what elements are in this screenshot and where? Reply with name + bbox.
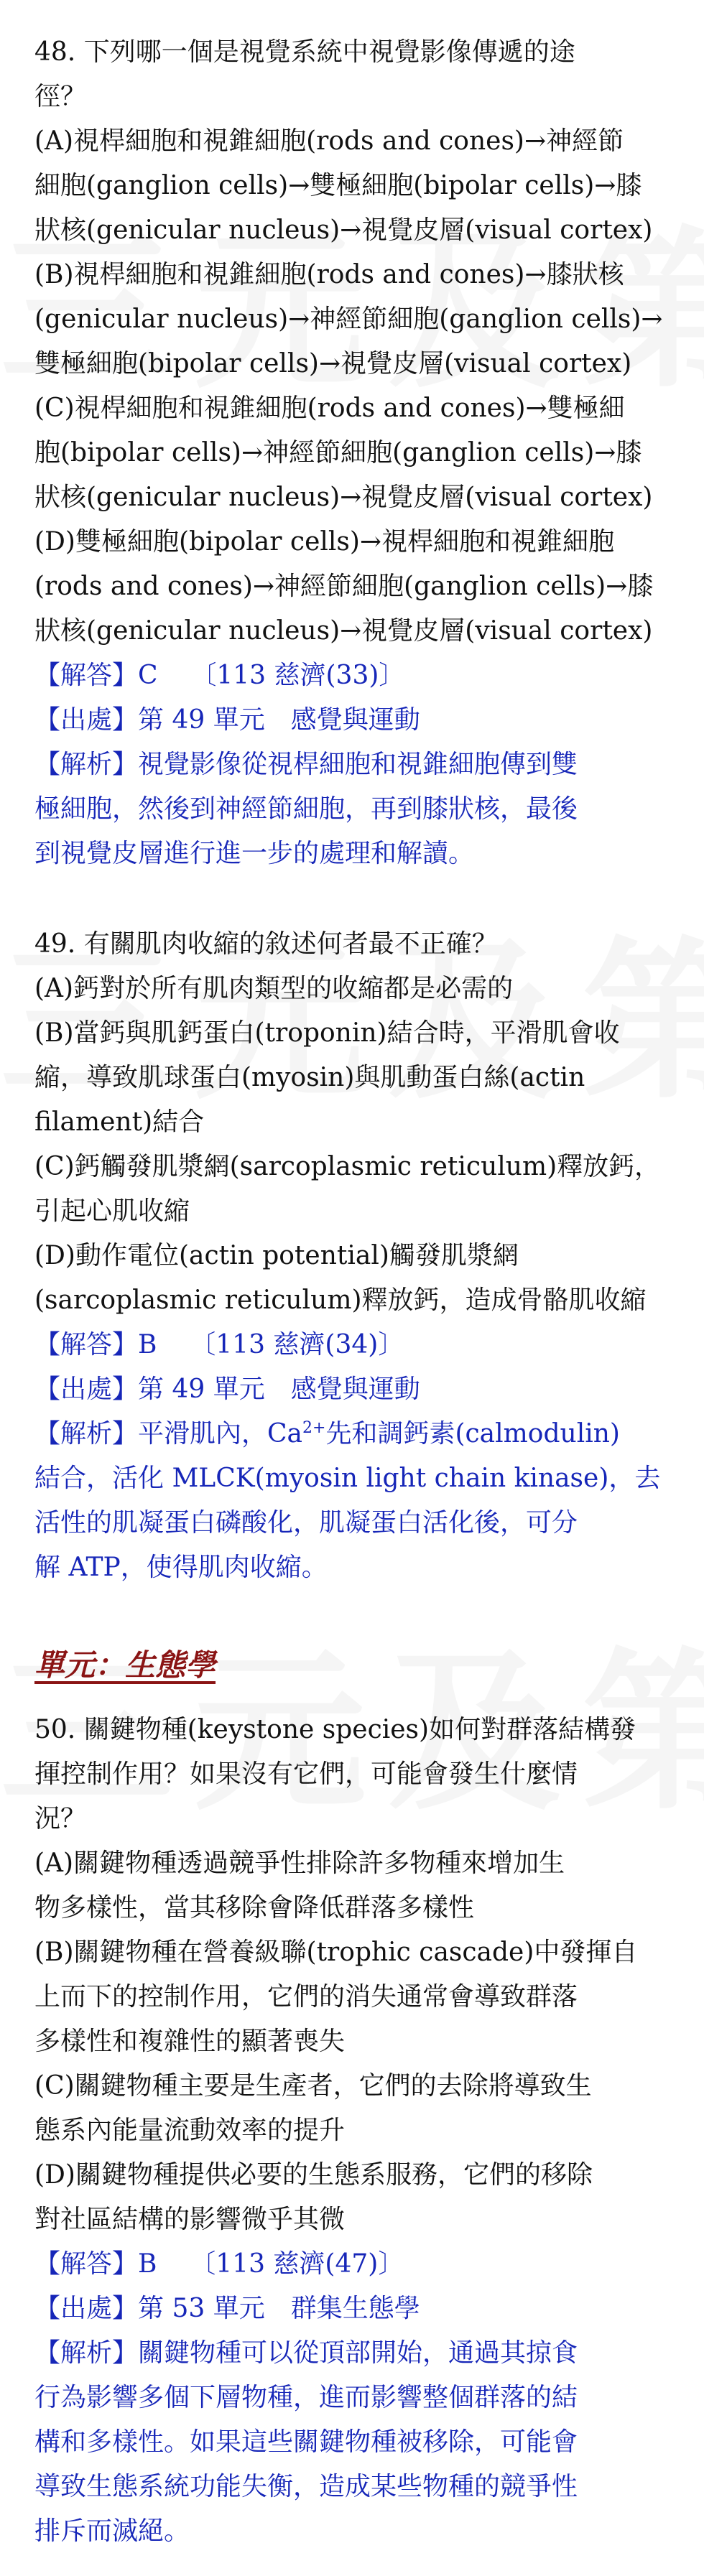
source-tag: 【出處】 bbox=[34, 1375, 139, 1404]
answer-tag: 【解答】 bbox=[34, 2249, 139, 2279]
answer-source: 〔113 慈濟(47)〕 bbox=[190, 2249, 404, 2279]
question-48-option-line-3: 狀核(genicular nucleus)→視覺皮層(visual cortex) bbox=[34, 215, 653, 245]
source-value: 第 53 單元 群集生態學 bbox=[138, 2294, 420, 2323]
question-48-option-line-6: 雙極細胞(bipolar cells)→視覺皮層(visual cortex) bbox=[34, 349, 632, 378]
question-49-option-line-3: 縮，導致肌球蛋白(myosin)與肌動蛋白絲(actin bbox=[34, 1063, 585, 1092]
question-50-stem-line-3: 況？ bbox=[34, 1804, 87, 1833]
answer-tag: 【解答】 bbox=[34, 1330, 139, 1359]
question-48-option-line-8: 胞(bipolar cells)→神經節細胞(ganglion cells)→膝 bbox=[34, 438, 642, 468]
question-49-option-line-8: (sarcoplasmic reticulum)釋放鈣，造成骨骼肌收縮 bbox=[34, 1285, 647, 1315]
question-48-option-line-1: (A)視桿細胞和視錐細胞(rods and cones)→神經節 bbox=[34, 126, 624, 156]
question-49-source bbox=[34, 1367, 681, 1412]
question-48-option-line-10: (D)雙極細胞(bipolar cells)→視桿細胞和視錐細胞 bbox=[34, 527, 615, 557]
spacer bbox=[34, 876, 681, 922]
analysis-text-post: 先和調鈣素(calmodulin) bbox=[325, 1419, 620, 1449]
question-49-option-line-2: (B)當鈣與肌鈣蛋白(troponin)結合時，平滑肌會收 bbox=[34, 1018, 620, 1048]
question-49-analysis-line-1 bbox=[34, 1412, 681, 1456]
answer-value: B bbox=[138, 1330, 157, 1359]
analysis-tag: 【解析】 bbox=[34, 750, 139, 779]
question-50-option-line-8: (D)關鍵物種提供必要的生態系服務，它們的移除 bbox=[34, 2160, 593, 2190]
question-50-analysis-line-5: 排斥而滅絕。 bbox=[34, 2516, 190, 2546]
question-48-answer bbox=[34, 654, 681, 698]
answer-value: B bbox=[138, 2249, 157, 2279]
question-49-analysis-line-3: 活性的肌凝蛋白磷酸化，肌凝蛋白活化後，可分 bbox=[34, 1508, 578, 1538]
question-48-analysis-line-3: 到視覺皮層進行進一步的處理和解讀。 bbox=[34, 839, 475, 868]
question-50-option-line-9: 對社區結構的影響微乎其微 bbox=[34, 2205, 346, 2234]
question-50-answer bbox=[34, 2242, 681, 2287]
question-49-option-line-7: (D)動作電位(actin potential)觸發肌漿網 bbox=[34, 1241, 519, 1270]
question-50-stem-line-2: 揮控制作用？如果沒有它們，可能會發生什麼情 bbox=[34, 1759, 578, 1789]
question-49-answer bbox=[34, 1323, 681, 1367]
question-49-stem-line-1: 49. 有關肌肉收縮的敘述何者最不正確？ bbox=[34, 929, 498, 959]
calcium-charge: 2+ bbox=[302, 1419, 326, 1437]
question-49 bbox=[34, 922, 681, 1590]
answer-value: C bbox=[138, 661, 158, 690]
question-50-source bbox=[34, 2287, 681, 2331]
question-48 bbox=[34, 30, 681, 876]
question-48-option-line-7: (C)視桿細胞和視錐細胞(rods and cones)→雙極細 bbox=[34, 394, 625, 423]
question-48-option-line-2: 細胞(ganglion cells)→雙極細胞(bipolar cells)→膝 bbox=[34, 171, 642, 200]
spacer bbox=[34, 1590, 681, 1626]
question-48-option-line-5: (genicular nucleus)→神經節細胞(ganglion cells)→ bbox=[34, 304, 663, 334]
source-value: 第 49 單元 感覺與運動 bbox=[138, 1375, 420, 1404]
question-50-option-line-3: (B)關鍵物種在營養級聯(trophic cascade)中發揮自 bbox=[34, 1938, 638, 1967]
question-49-analysis-line-4: 解 ATP，使得肌肉收縮。 bbox=[34, 1553, 328, 1582]
question-48-source bbox=[34, 698, 681, 743]
analysis-text: 視覺影像從視桿細胞和視錐細胞傳到雙 bbox=[138, 750, 578, 779]
answer-tag: 【解答】 bbox=[34, 661, 139, 690]
question-50-option-line-1: (A)關鍵物種透過競爭性排除許多物種來增加生 bbox=[34, 1849, 565, 1878]
question-48-option-line-11: (rods and cones)→神經節細胞(ganglion cells)→膝 bbox=[34, 572, 654, 601]
answer-source: 〔113 慈濟(34)〕 bbox=[190, 1330, 404, 1359]
question-50-stem-line-1: 50. 關鍵物種(keystone species)如何對群落結構發 bbox=[34, 1715, 636, 1744]
question-48-option-line-9: 狀核(genicular nucleus)→視覺皮層(visual cortex) bbox=[34, 483, 653, 512]
question-50-analysis-line-1 bbox=[34, 2331, 681, 2376]
question-50-option-line-2: 物多樣性，當其移除會降低群落多樣性 bbox=[34, 1893, 475, 1922]
question-48-stem-line-2: 徑？ bbox=[34, 82, 87, 111]
question-48-analysis-line-1 bbox=[34, 743, 681, 787]
question-48-option-line-12: 狀核(genicular nucleus)→視覺皮層(visual cortex) bbox=[34, 616, 653, 646]
unit-heading: 單元：生態學 bbox=[34, 1647, 216, 1683]
document-page bbox=[34, 30, 681, 2554]
question-49-option-line-6: 引起心肌收縮 bbox=[34, 1196, 190, 1226]
question-49-option-line-5: (C)鈣觸發肌漿網(sarcoplasmic reticulum)釋放鈣， bbox=[34, 1152, 661, 1181]
source-value: 第 49 單元 感覺與運動 bbox=[138, 705, 420, 735]
analysis-text: 關鍵物種可以從頂部開始，通過其掠食 bbox=[138, 2338, 578, 2368]
question-50-option-line-7: 態系內能量流動效率的提升 bbox=[34, 2116, 346, 2145]
question-50-option-line-5: 多樣性和複雜性的顯著喪失 bbox=[34, 2027, 346, 2056]
question-49-option-line-4: filament)結合 bbox=[34, 1107, 205, 1137]
answer-source: 〔113 慈濟(33)〕 bbox=[190, 661, 405, 690]
source-tag: 【出處】 bbox=[34, 2294, 139, 2323]
question-50 bbox=[34, 1708, 681, 2554]
analysis-tag: 【解析】 bbox=[34, 2338, 139, 2368]
question-49-analysis-line-2: 結合，活化 MLCK(myosin light chain kinase)，去 bbox=[34, 1464, 661, 1493]
question-50-option-line-6: (C)關鍵物種主要是生產者，它們的去除將導致生 bbox=[34, 2071, 592, 2101]
question-50-analysis-line-4: 導致生態系統功能失衡，造成某些物種的競爭性 bbox=[34, 2472, 578, 2501]
source-tag: 【出處】 bbox=[34, 705, 139, 735]
question-50-option-line-4: 上而下的控制作用，它們的消失通常會導致群落 bbox=[34, 1982, 578, 2012]
question-50-analysis-line-3: 構和多樣性。如果這些關鍵物種被移除，可能會 bbox=[34, 2427, 578, 2457]
question-50-analysis-line-2: 行為影響多個下層物種，進而影響整個群落的結 bbox=[34, 2383, 578, 2412]
analysis-text-pre: 平滑肌內，Ca bbox=[138, 1419, 303, 1449]
question-48-option-line-4: (B)視桿細胞和視錐細胞(rods and cones)→膝狀核 bbox=[34, 260, 624, 289]
question-48-stem-line-1: 48. 下列哪一個是視覺系統中視覺影像傳遞的途 bbox=[34, 37, 575, 67]
question-49-option-line-1: (A)鈣對於所有肌肉類型的收縮都是必需的 bbox=[34, 974, 514, 1003]
question-48-analysis-line-2: 極細胞，然後到神經節細胞，再到膝狀核，最後 bbox=[34, 794, 578, 824]
analysis-tag: 【解析】 bbox=[34, 1419, 139, 1449]
